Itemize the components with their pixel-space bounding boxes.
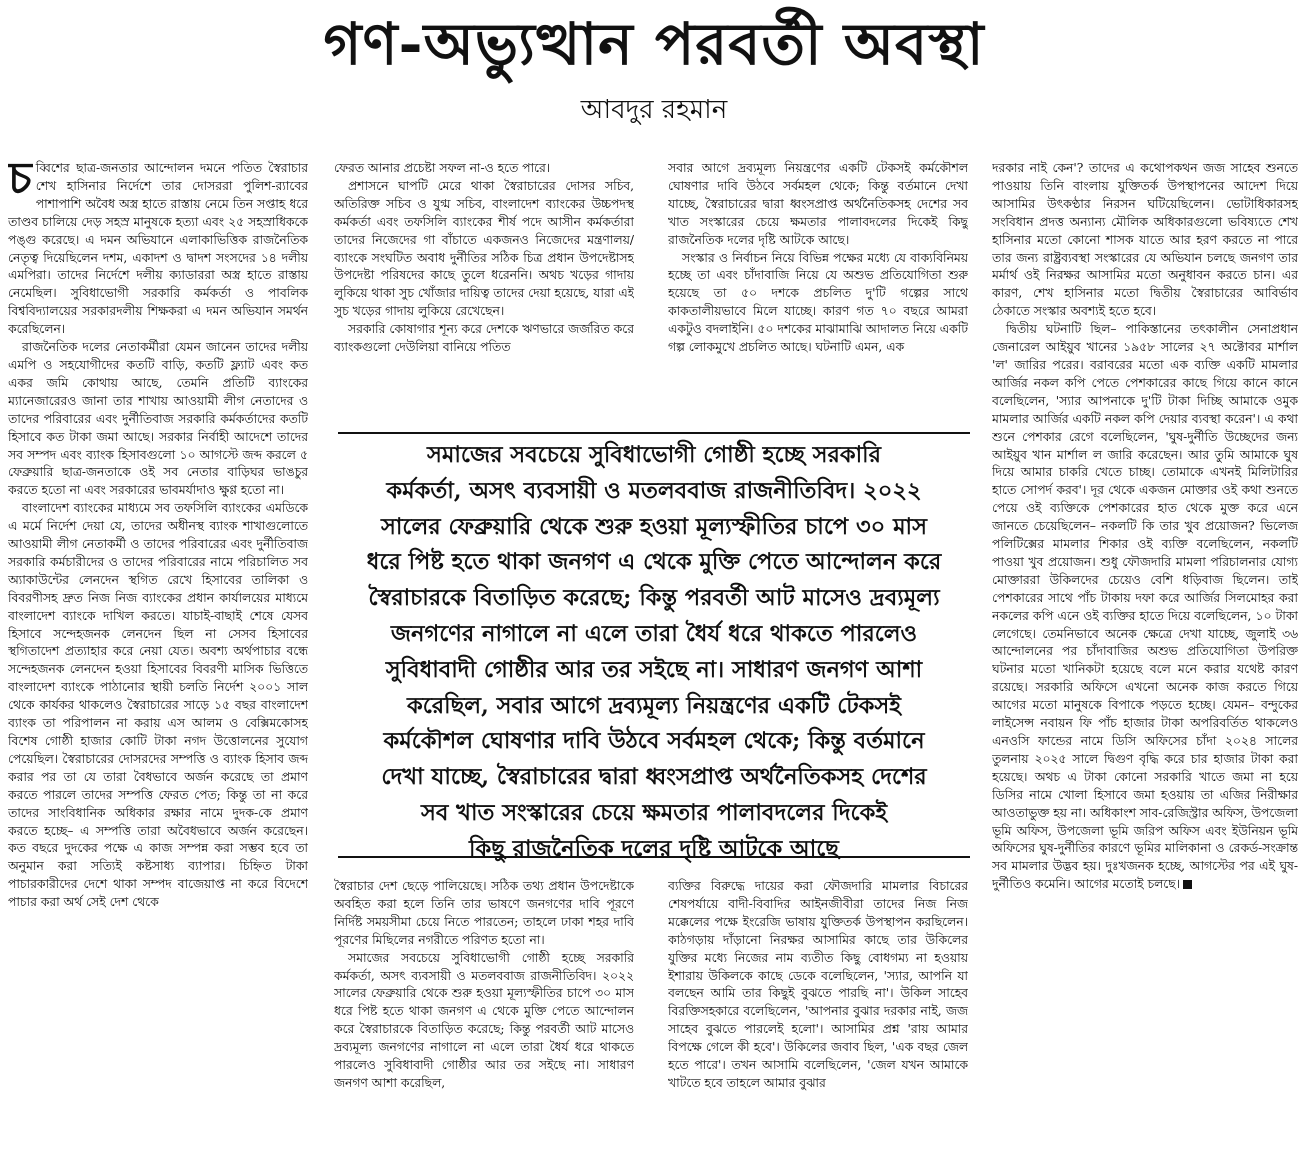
col1-paragraph-1: ব্বিশের ছাত্র-জনতার আন্দোলন দমনে পতিত স্বৈরাচার শেখ হাসিনার নির্দেশে তার দোসররা পুলিশ-র‍্যাবের পাশাপাশি অবৈধ অস্ত্র হাতে রাস্তায় নেমে তিন সপ্তাহ ধরে তাণ্ডব চালিয়ে দেড় সহস্র মানুষকে হত্যা এবং ২৫ সহস্রাধিককে পঙ্গু করেছে। এ দমন অভিযানে এলাকাভিত্তিক রাজনৈতিক নেতৃত্ব দিয়েছিলেন দশম, একাদশ ও দ্বাদশ সংসদের ১৪ দলীয় এমপিরা। তাদের নির্দেশে দলীয় ক্যাডাররা অস্ত্র হাতে রাস্তায় নেমেছিল। সুবিধাভোগী সরকারি কর্মকর্তা ও পাবলিক বিশ্ববিদ্যালয়ের সরকারদলীয় শিক্ষকরা এ দমন অভিযান সমর্থন করেছিলেন। [8, 161, 308, 337]
pull-quote-line: সালের ফেব্রুয়ারি থেকে শুরু হওয়া মূল্যস্ফীতির চাপে ৩০ মাস [381, 513, 927, 540]
pull-quote-line: স্বৈরাচারকে বিতাড়িত করেছে; কিন্তু পরবর্তী আট মাসেও দ্রব্যমূল্য [368, 585, 940, 612]
pull-quote-line: কর্মকৌশল ঘোষণার দাবি উঠবে সর্বমহল থেকে; কিন্তু বর্তমানে [383, 728, 925, 755]
pull-quote-line: কর্মকর্তা, অসৎ ব্যবসায়ী ও মতলববাজ রাজনীতিবিদ। ২০২২ [386, 477, 922, 504]
col3-bottom-paragraph-1: ব্যক্তির বিরুদ্ধে দায়ের করা ফৌজদারি মামলার বিচারের শেষপর্যায়ে বাদী-বিবাদির আইনজীবীরা তাদের নিজ নিজ মক্কেলের পক্ষে ইংরেজি ভাষায় যুক্তিতর্ক উপস্থাপন করছিলেন। কাঠগড়ায় দাঁড়ানো নিরক্ষর আসামির কাছে তার উকিলের যুক্তির মধ্যে নিজের নাম ব্যতীত কিছু বোধগম্য না হওয়ায় ইশারায় উকিলকে কাছে ডেকে বলেছিলেন, 'স্যার, আপনি যা বলছেন আমি তার কিছুই বুঝতে পারছি না'। উকিল সাহেব বিরক্তিসহকারে বলেছিলেন, 'আপনার বুঝার দরকার নাই, জজ সাহেব বুঝতে পারলেই হলো'। আসামির প্রশ্ন 'রায় আমার বিপক্ষে গেলে কী হবে'। উকিলের জবাব ছিল, 'এক বছর জেল হতে পারে'। তখন আসামি বলেছিলেন, 'জেল যখন আমাকে খাটতে হবে তাহলে আমার বুঝার [668, 879, 968, 1090]
col1-paragraph-3: বাংলাদেশ ব্যাংকের মাধ্যমে সব তফসিলি ব্যাংকের এমডিকে এ মর্মে নির্দেশ দেয়া যে, তাদের অধীনস্থ ব্যাংক শাখাগুলোতে আওয়ামী লীগ নেতাকর্মী ও তাদের পরিবারের এবং দুর্নীতিবাজ সরকারি কর্মচারীদের ও তাদের পরিবারের নামে পরিচালিত সব অ্যাকাউন্টের লেনদেন স্থগিত রেখে হিসাবের তালিকা ও বিবরণীসহ দ্রুত নিজ নিজ ব্যাংকের প্রধান কার্যালয়ের মাধ্যমে বাংলাদেশ ব্যাংকে দাখিল করতে। যাচাই-বাছাই শেষে যেসব হিসাবে সন্দেহজনক লেনদেন ছিল না সেসব হিসাবের স্থগিতাদেশ প্রত্যাহার করে নেয়া যেত। অবশ্য অর্থপাচার বন্ধে সন্দেহজনক লেনদেন হওয়া হিসাবের বিবরণী মাসিক ভিত্তিতে বাংলাদেশ ব্যাংকে পাঠানোর স্থায়ী চলতি নির্দেশ ২০০১ সাল থেকে কার্যকর থাকলেও স্বৈরাচারের সাড়ে ১৫ বছর বাংলাদেশ ব্যাংক তা পরিপালন না করায় এস আলম ও বেক্সিমকোসহ বিশেষ গোষ্ঠী হাজার কোটি টাকা নগদ উত্তোলনের সুযোগ পেয়েছিল। স্বৈরাচারের দোসরদের সম্পত্তি ও ব্যাংক হিসাব জব্দ করার পর তা যে তারা বৈধভাবে অর্জন করেছে তা প্রমাণ করতে পারলে তাদের সম্পত্তি ফেরত পেত; কিন্তু তা না করে তাদের সাংবিধানিক অধিকার রক্ষার নামে দুদক-কে প্রমাণ করতে হচ্ছে– এ সম্পত্তি তারা অবৈধভাবে অর্জন করেছেন। কত বছরে দুদকের পক্ষে এ কাজ সম্পন্ন করা সম্ভব হবে তা অনুমান করা সত্যিই কষ্টসাধ্য ব্যাপার। চিহ্নিত টাকা পাচারকারীদের দেশে থাকা সম্পদ বাজেয়াপ্ত না করে বিদেশে পাচার করা অর্থ সেই দেশ থেকে [8, 501, 308, 910]
col2-paragraph-2: প্রশাসনে ঘাপটি মেরে থাকা স্বৈরাচারের দোসর সচিব, অতিরিক্ত সচিব ও যুগ্ম সচিব, বাংলাদেশ ব্যাংকের উচ্চপদস্থ কর্মকর্তা এবং তফসিলি ব্যাংকের শীর্ষ পদে আসীন কর্মকর্তারা তাদের নিজেদের গা বাঁচাতে একজনও নিজেদের মন্ত্রণালয়/ব্যাংকে সংঘটিত অবাধ দুর্নীতির সঠিক চিত্র প্রধান উপদেষ্টাসহ উপদেষ্টা পরিষদের কাছে তুলে ধরেননি। অথচ খড়ের গাদায় লুকিয়ে থাকা সুচ খোঁজার দায়িত্ব তাদের দেয়া হয়েছে, যারা এই সুচ খড়ের গাদায় লুকিয়ে রেখেছেন। [334, 178, 634, 319]
col3-paragraph-2: সংস্কার ও নির্বাচন নিয়ে বিভিন্ন পক্ষের মধ্যে যে বাক্যবিনিময় হচ্ছে তা এবং চাঁদাবাজি নিয়ে যে অশুভ প্রতিযোগিতা শুরু হয়েছে তা ৫০ দশকে প্রচলিত দু'টি গল্পের সাথে কাকতালীয়ভাবে মিলে যাচ্ছে। কারণ গত ৭০ বছরে আমরা একটুও বদলাইনি। ৫০ দশকের মাঝামাঝি আদালত নিয়ে একটি গল্প লোকমুখে প্রচলিত আছে। ঘটনাটি এমন, এক [668, 250, 968, 355]
pull-quote [338, 438, 970, 862]
col4-paragraph-1: দরকার নাই কেন'? তাদের এ কথোপকথন জজ সাহেব শুনতে পাওয়ায় তিনি বাংলায় যুক্তিতর্ক উপস্থাপনের আদেশ দিয়ে আসামির উৎকণ্ঠার নিরসন ঘটিয়েছিলেন। ভোটাধিকারসহ সংবিধান প্রদত্ত অন্যান্য মৌলিক অধিকারগুলো ভবিষ্যতে শেখ হাসিনার মতো কোনো শাসক যাতে আর হরণ করতে না পারে তার জন্য রাষ্ট্রব্যবস্থা সংস্কারের যে অভিযান চলছে জনগণ তার মর্মার্থ ওই নিরক্ষর আসামির মতো অনুধাবন করতে চান। এর কারণ, শেখ হাসিনার মতো দ্বিতীয় স্বৈরাচারের আবির্ভাব ঠেকাতে সংস্কার অবশ্যই হতে হবে। [992, 161, 1298, 319]
col2-paragraph-3: সরকারি কোষাগার শূন্য করে দেশকে ঋণভারে জর্জরিত করে ব্যাংকগুলো দেউলিয়া বানিয়ে পতিত [334, 322, 634, 355]
col2-paragraph-1: ফেরত আনার প্রচেষ্টা সফল না-ও হতে পারে। [334, 161, 551, 175]
column-2-bottom [334, 878, 634, 1152]
pull-quote-line: দেখা যাচ্ছে, স্বৈরাচারের দ্বারা ধ্বংসপ্রাপ্ত অর্থনৈতিকসহ দেশের [381, 764, 927, 791]
pull-quote-line: ধরে পিষ্ট হতে থাকা জনগণ এ থেকে মুক্তি পেতে আন্দোলন করে [366, 549, 942, 576]
pull-quote-line: কিছু রাজনৈতিক দলের দৃষ্টি আটকে আছে [469, 835, 839, 862]
pull-quote-line: জনগণের নাগালে না এলে তারা ধৈর্য ধরে থাকতে পারলেও [390, 620, 918, 647]
column-3-bottom [668, 878, 968, 1152]
pull-quote-line: করেছিল, সবার আগে দ্রব্যমূল্য নিয়ন্ত্রণের একটি টেকসই [407, 692, 901, 719]
col3-paragraph-1: সবার আগে দ্রব্যমূল্য নিয়ন্ত্রণের একটি টেকসই কর্মকৌশল ঘোষণার দাবি উঠবে সর্বমহল থেকে; কিন্তু বর্তমানে দেখা যাচ্ছে, স্বৈরাচারের দ্বারা ধ্বংসপ্রাপ্ত অর্থনৈতিকসহ দেশের সব খাত সংস্কারের চেয়ে ক্ষমতার পালাবদলের দিকেই কিছু রাজনৈতিক দলের দৃষ্টি আটকে আছে। [668, 161, 968, 247]
end-mark-icon [1183, 880, 1192, 889]
col2-bottom-paragraph-2: সমাজের সবচেয়ে সুবিধাভোগী গোষ্ঠী হচ্ছে সরকারি কর্মকর্তা, অসৎ ব্যবসায়ী ও মতলববাজ রাজনীতিবিদ। ২০২২ সালের ফেব্রুয়ারি থেকে শুরু হওয়া মূল্যস্ফীতির চাপে ৩০ মাস ধরে পিষ্ট হতে থাকা জনগণ এ থেকে মুক্তি পেতে আন্দোলন করে স্বৈরাচারকে বিতাড়িত করেছে; কিন্তু পরবর্তী আট মাসেও দ্রব্যমূল্য জনগণের নাগালে না এলে তারা ধৈর্য ধরে থাকতে পারলেও সুবিধাবাদী গোষ্ঠীর আর তর সইছে না। সাধারণ জনগণ আশা করেছিল, [334, 950, 634, 1090]
col4-paragraph-2: দ্বিতীয় ঘটনাটি ছিল– পাকিস্তানের তৎকালীন সেনাপ্রধান জেনারেল আইয়ুব খানের ১৯৫৮ সালের ২৭ অক্টোবর মার্শাল 'ল' জারির পরের। বরাবরের মতো এক ব্যক্তি একটি মামলার আর্জির নকল কপি পেতে পেশকারের কাছে গিয়ে কানে কানে বলেছিলেন, 'স্যার আপনাকে দু'টি টাকা দিচ্ছি আমাকে ওমুক মামলার আর্জির একটি নকল কপি দেয়ার ব্যবস্থা করেন'। এ কথা শুনে পেশকার রেগে বলেছিলেন, 'ঘুষ-দুর্নীতি উচ্ছেদের জন্য আইয়ুব খান মার্শাল ল জারি করেছেন। আর তুমি আমাকে ঘুষ দিয়ে আমার চাকরি খেতে চাচ্ছ। তোমাকে এখনই মিলিটারির হাতে সোপর্দ করব'। দূর থেকে একজন মোক্তার ওই কথা শুনতে পেয়ে ওই ব্যক্তিকে পেশকারের হাত থেকে মুক্ত করে এনে জানতে চেয়েছিলেন– নকলটি কি তার খুব প্রয়োজন? ভিলেজ পলিটিক্সের মামলার শিকার ওই ব্যক্তি বলেছিলেন, নকলটি পাওয়া খুব প্রয়োজন। শুধু ফৌজদারি মামলা পরিচালনার যোগ্য মোক্তাররা উকিলদের চেয়েও বেশি ধড়িবাজ ছিলেন। তাই পেশকারের সাথে পাঁচ টাকায় দফা করে আর্জির সিলমোহর করা নকলের কপি এনে ওই ব্যক্তির হাতে দিয়ে বলেছিলেন, ১০ টাকা লেগেছে। তেমনিভাবে অনেক ক্ষেত্রে দেখা যাচ্ছে, জুলাই ৩৬ আন্দোলনের পর চাঁদাবাজির অশুভ প্রতিযোগিতা উপরিক্ত ঘটনার মতো খানিকটা হয়েছে বলে মনে করার যথেষ্ট কারণ রয়েছে। সরকারি অফিসে এখনো অনেক কাজ করতে গিয়ে আগের মতো মানুষকে বিপাকে পড়তে হচ্ছে। যেমন– বন্দুকের লাইসেন্স নবায়ন ফি পাঁচ হাজার টাকা অপরিবর্তিত থাকলেও এনওসি ফান্ডের নামে ডিসি অফিসের চাঁদা ২০২৪ সালের তুলনায় ২০২৫ সালে দ্বিগুণ বৃদ্ধি করে চার হাজার টাকা করা হয়েছে। অথচ এ টাকা কোনো সরকারি খাতে জমা না হয়ে ডিসির নামে খোলা হিসাবে জমা হওয়ায় তা এজির নিরীক্ষার আওতাভুক্ত হয় না। অধিকাংশ সাব-রেজিস্ট্রার অফিস, উপজেলা ভূমি অফিস, উপজেলা ভূমি জরিপ অফিস এবং ইউনিয়ন ভূমি অফিসের ঘুষ-দুর্নীতির কারণে ভূমির মালিকানা ও রেকর্ড-সংক্রান্ত সব মামলার উদ্ভব হয়। দুঃখজনক হচ্ছে, আগস্টের পর এই ঘুষ-দুর্নীতিও কমেনি। আগের মতোই চলছে। [992, 322, 1298, 892]
col2-bottom-paragraph-1: স্বৈরাচার দেশ ছেড়ে পালিয়েছে। সঠিক তথ্য প্রধান উপদেষ্টাকে অবহিত করা হলে তিনি তার ভাষণে জনগণের দাবি পূরণে নির্দিষ্ট সময়সীমা চেয়ে নিতে পারতেন; তাহলে ঢাকা শহর দাবি পূরণের মিছিলের নগরীতে পরিণত হতো না। [334, 879, 634, 947]
pull-quote-line: সুবিধাবাদী গোষ্ঠীর আর তর সইছে না। সাধারণ জনগণ আশা [385, 656, 923, 683]
column-2-top [334, 160, 634, 420]
drop-cap: চ [8, 160, 32, 204]
pull-quote-line: সব খাত সংস্কারের চেয়ে ক্ষমতার পালাবদলের দিকেই [420, 799, 888, 826]
column-4 [992, 160, 1298, 1152]
pull-quote-top-rule [338, 432, 970, 434]
headline: গণ-অভ্যুত্থান পরবর্তী অবস্থা [323, 10, 985, 78]
pull-quote-line: সমাজের সবচেয়ে সুবিধাভোগী গোষ্ঠী হচ্ছে সরকারি [427, 442, 881, 468]
column-1 [8, 160, 308, 1152]
column-3-top [668, 160, 968, 420]
col1-paragraph-2: রাজনৈতিক দলের নেতাকর্মীরা যেমন জানেন তাদের দলীয় এমপি ও সহযোগীদের কতটি বাড়ি, কতটি ফ্ল্যাট এবং কত একর জমি কোথায় আছে, তেমনি প্রতিটি ব্যাংকের ম্যানেজারেরও জানা তার শাখায় আওয়ামী লীগ নেতাদের ও তাদের পরিবারের এবং দুর্নীতিবাজ সরকারি কর্মকর্তাদের কতটি হিসাবে কত টাকা জমা আছে। সরকার নির্বাহী আদেশে তাদের সব সম্পদ এবং ব্যাংক হিসাবগুলো ১০ আগস্টে জব্দ করলে ৫ ফেব্রুয়ারি ছাত্র-জনতাকে ওই সব নেতার বাড়িঘর ভাঙচুর করতে হতো না এবং সরকারের ভাবমর্যাদাও ক্ষুণ্ণ হতো না। [8, 340, 308, 498]
byline: আবদুর রহমান [580, 95, 728, 125]
